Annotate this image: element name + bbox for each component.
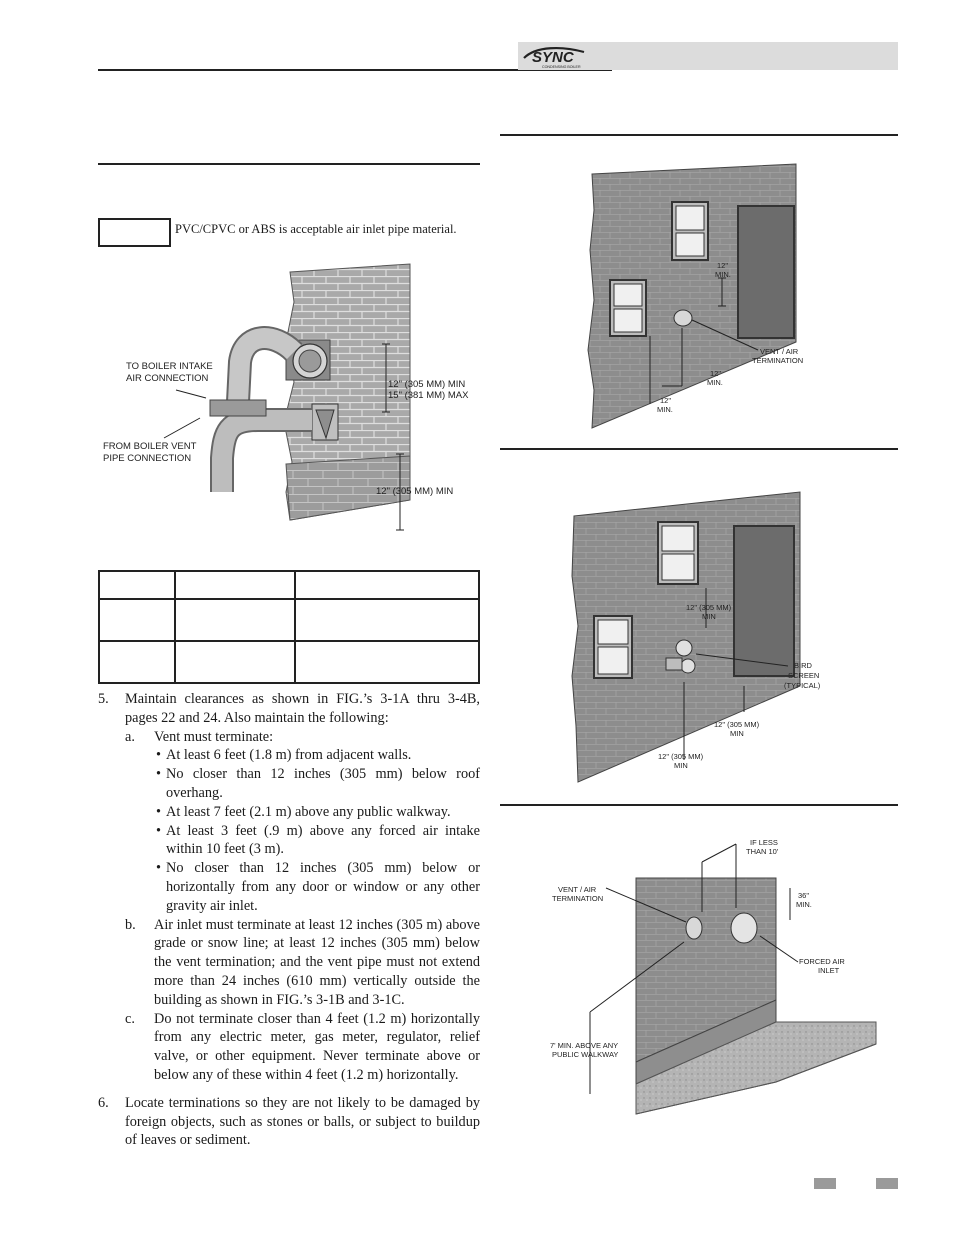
bullet-item: • At least 6 feet (1.8 m) from adjacent walls. [154, 746, 480, 765]
sub-text: Air inlet must terminate at least 12 inches (305 m) above grade or snow line; at least 12 inches (305 mm) below the vent termination; and the vent pipe must not extend more than 24 inches (610 mm) vertically outside the building as shown in FIG.’s 3-1B and 3-1C. [154, 916, 480, 1008]
right-section-rule-1 [500, 134, 898, 136]
label-max: 15" (381 MM) MAX [388, 390, 469, 401]
fig3-36-min: MIN. [796, 900, 812, 909]
fig1-min-mid: 12" [710, 369, 722, 378]
bullet-item: • At least 7 feet (2.1 m) above any public walkway. [154, 803, 480, 822]
figure-vent-clearance-2 [566, 486, 830, 786]
clearance-list [98, 690, 480, 1150]
fig3-36: 36" [798, 891, 810, 900]
item-number: 6. [98, 1094, 109, 1111]
table-cell [295, 641, 479, 683]
fig1-vent-2: TERMINATION [752, 356, 804, 365]
fig3-vent-2: TERMINATION [552, 894, 604, 903]
fig3-inlet: INLET [818, 966, 840, 975]
sub-text: Do not terminate closer than 4 feet (1.2 m) horizontally from any electric meter, gas meter, regulator, relief valve, or other equipment. Never terminate above or below any of these within 4 feet (1.2 m) horizontally. [154, 1010, 480, 1083]
sub-item [125, 728, 480, 916]
sub-item [125, 916, 480, 1010]
label-vent: FROM BOILER VENT [103, 441, 197, 452]
note-label-box [98, 218, 171, 247]
note-text: PVC/CPVC or ABS is acceptable air inlet pipe material. [175, 222, 457, 236]
fig1-min-low-2: MIN. [657, 405, 673, 414]
fig3-walkway: 7' MIN. ABOVE ANY [550, 1041, 619, 1050]
bullet-item: • At least 3 feet (.9 m) above any forced air intake within 10 feet (3 m). [154, 822, 480, 860]
sub-letter: c. [125, 1010, 135, 1027]
fig2-top-2: MIN [702, 612, 716, 621]
sub-text: Vent must terminate: [154, 728, 274, 745]
fig1-min-low: 12" [660, 396, 672, 405]
table-cell [99, 641, 175, 683]
label-grade-min: 12" (305 MM) MIN [376, 486, 454, 497]
label-vent-2: PIPE CONNECTION [103, 453, 192, 464]
label-intake-2: AIR CONNECTION [126, 373, 209, 384]
list-item [98, 690, 480, 1085]
sub-item [125, 1010, 480, 1085]
page-marker-left [814, 1178, 836, 1189]
page-marker-right [876, 1178, 898, 1189]
fig2-mid-2: MIN [730, 729, 744, 738]
fig3-than-10: THAN 10' [746, 847, 779, 856]
brand-name: SYNC [532, 49, 574, 66]
item-number: 5. [98, 691, 109, 707]
table-cell [175, 571, 295, 599]
label-intake: TO BOILER INTAKE [126, 361, 213, 372]
fig2-mid: 12" (305 MM) [714, 720, 760, 729]
bullet-item: • No closer than 12 inches (305 mm) below or horizontally from any door or window or any other gravity air inlet. [154, 859, 480, 915]
left-section-rule [98, 163, 480, 165]
right-section-rule-2 [500, 448, 898, 450]
item-text: Maintain clearances as shown in FIG.’s 3-1A thru 3-4B, pages 22 and 24. Also maintain the following: [125, 691, 480, 726]
table-cell [99, 599, 175, 641]
bullet-item: • No closer than 12 inches (305 mm) below roof overhang. [154, 765, 480, 803]
fig3-walkway-2: PUBLIC WALKWAY [552, 1050, 619, 1059]
fig2-screen: SCREEN [788, 671, 820, 680]
sub-letter: a. [125, 728, 135, 745]
fig1-min-top: 12" [717, 261, 729, 270]
brand-tagline: CONDENSING BOILER [542, 65, 581, 69]
right-section-rule-3 [500, 804, 898, 806]
fig2-low-2: MIN [674, 761, 688, 770]
fig3-forced: FORCED AIR [799, 957, 845, 966]
fig2-low: 12" (305 MM) [658, 752, 704, 761]
fig2-bird: BIRD [794, 661, 812, 670]
fig2-top: 12" (305 MM) [686, 603, 732, 612]
figure-sidewall-termination [98, 262, 480, 534]
figure-forced-air-clearance [546, 832, 882, 1120]
figure-vent-clearance-1 [580, 160, 820, 436]
fig3-vent: VENT / AIR [558, 885, 597, 894]
table-cell [175, 599, 295, 641]
sync-logo [522, 44, 612, 70]
table-cell [295, 571, 479, 599]
label-min: 12" (305 MM) MIN [388, 379, 466, 390]
table-cell [99, 571, 175, 599]
fig1-min-mid-2: MIN. [707, 378, 723, 387]
table-cell [175, 641, 295, 683]
item-text: Locate terminations so they are not likely to be damaged by foreign objects, such as stones or balls, or subject to buildup of leaves or sediment. [125, 1094, 480, 1149]
fig3-if-less: IF LESS [750, 838, 778, 847]
data-table [98, 570, 480, 684]
table-cell [295, 599, 479, 641]
fig2-typical: (TYPICAL) [784, 681, 821, 690]
fig1-vent: VENT / AIR [760, 347, 799, 356]
list-item [98, 1094, 480, 1150]
fig1-min-top-2: MIN. [715, 270, 731, 279]
sub-letter: b. [125, 916, 136, 933]
